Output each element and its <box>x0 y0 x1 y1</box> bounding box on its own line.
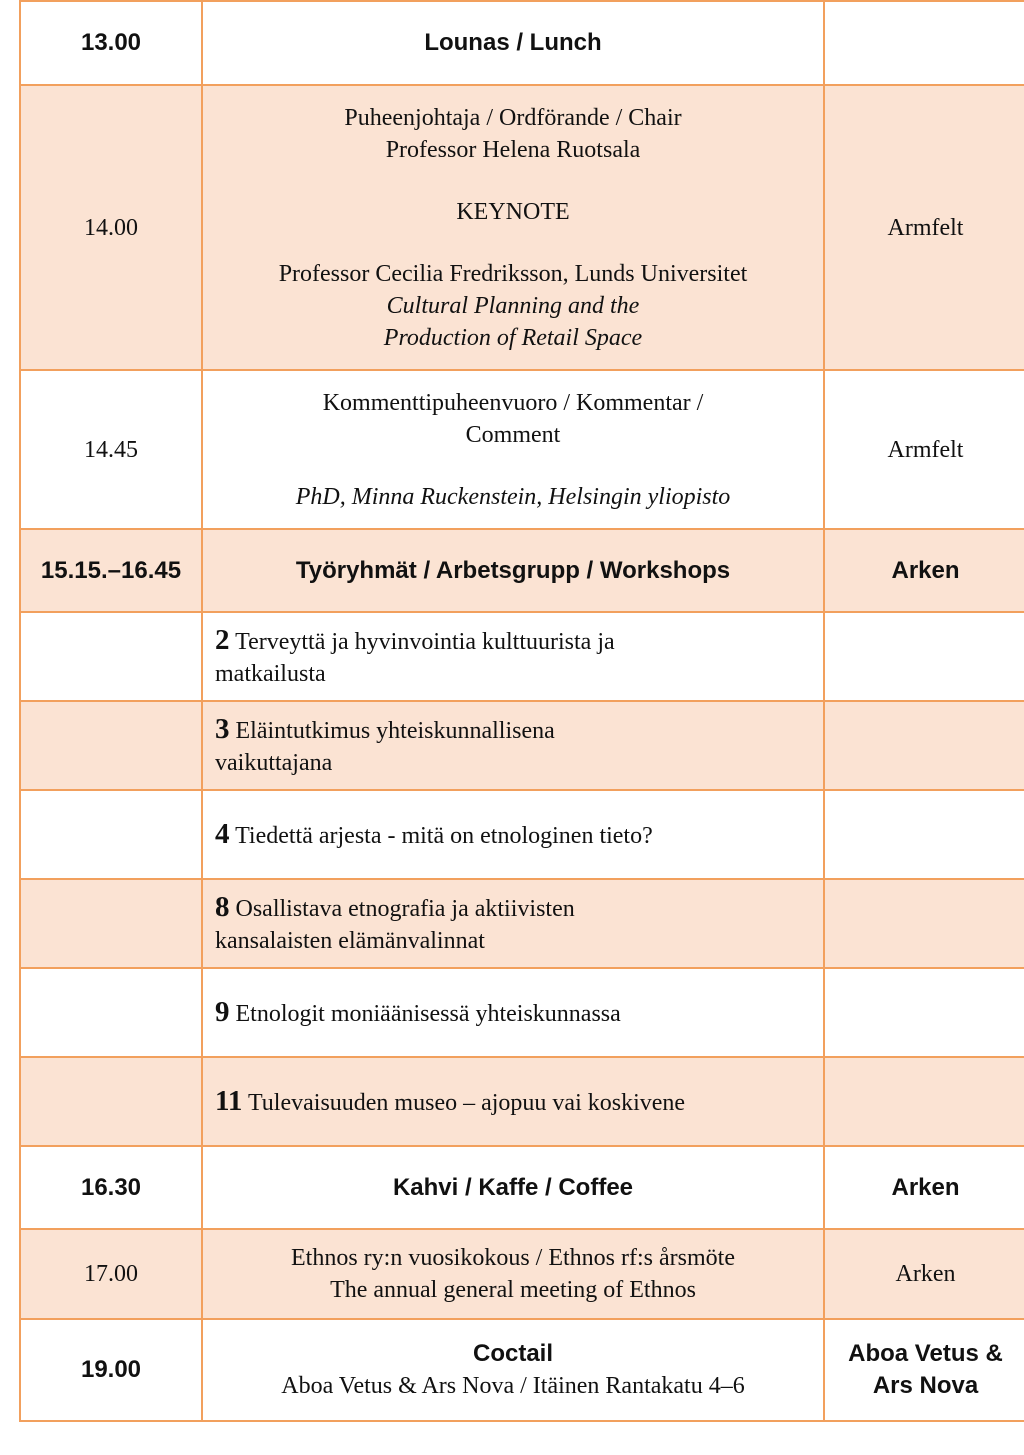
time-cell: 13.00 <box>20 1 202 85</box>
event-cell: Kahvi / Kaffe / Coffee <box>202 1146 824 1229</box>
location-line1: Aboa Vetus & <box>848 1340 1003 1367</box>
comment-label-line2: Comment <box>465 421 561 448</box>
time-cell <box>20 879 202 968</box>
workshop-title-line1: Terveyttä ja hyvinvointia kulttuurista ja <box>235 628 615 655</box>
workshop-number: 11 <box>215 1084 243 1117</box>
schedule-row-cocktail <box>20 1319 1024 1421</box>
location-cell <box>824 790 1024 879</box>
time-cell <box>20 968 202 1057</box>
workshop-title-line2: matkailusta <box>215 660 326 687</box>
meeting-title-line2: The annual general meeting of Ethnos <box>330 1277 696 1303</box>
workshop-row <box>20 612 1024 701</box>
workshop-number: 9 <box>215 995 230 1028</box>
event-cell <box>202 85 824 370</box>
workshop-cell <box>202 1057 824 1146</box>
location-cell <box>824 1 1024 85</box>
time-cell: 15.15.–16.45 <box>20 529 202 612</box>
cocktail-title: Coctail <box>472 1340 553 1367</box>
location-line2: Ars Nova <box>872 1372 979 1399</box>
event-cell <box>202 1319 824 1421</box>
location-cell <box>824 1057 1024 1146</box>
schedule-table <box>19 0 1024 1422</box>
keynote-title-line1: Cultural Planning and the <box>386 292 640 319</box>
comment-label-line1: Kommenttipuheenvuoro / Kommentar / <box>322 389 704 416</box>
workshop-cell <box>202 701 824 790</box>
workshop-cell <box>202 879 824 968</box>
workshop-number: 4 <box>215 817 230 850</box>
schedule-row-comment <box>20 370 1024 529</box>
workshop-row <box>20 1057 1024 1146</box>
workshop-title-line1: Tulevaisuuden museo – ajopuu vai koskivene <box>247 1089 686 1116</box>
workshop-title-line2: vaikuttajana <box>215 749 333 776</box>
location-cell <box>824 612 1024 701</box>
time-cell: 19.00 <box>20 1319 202 1421</box>
schedule-row-meeting <box>20 1229 1024 1319</box>
time-cell <box>20 1057 202 1146</box>
schedule-row-keynote <box>20 85 1024 370</box>
location-cell <box>824 1319 1024 1421</box>
workshop-title-line1: Eläintutkimus yhteiskunnallisena <box>235 717 555 744</box>
event-cell: Työryhmät / Arbetsgrupp / Workshops <box>202 529 824 612</box>
workshop-number: 3 <box>215 712 230 745</box>
keynote-title-line2: Production of Retail Space <box>383 324 643 351</box>
meeting-title-line1: Ethnos ry:n vuosikokous / Ethnos rf:s årsmöte <box>291 1245 735 1271</box>
workshop-row <box>20 790 1024 879</box>
location-cell: Armfelt <box>824 370 1024 529</box>
comment-speaker: PhD, Minna Ruckenstein, Helsingin yliopisto <box>295 483 731 510</box>
event-cell: Lounas / Lunch <box>202 1 824 85</box>
location-cell: Arken <box>824 1229 1024 1319</box>
schedule-row-lunch <box>20 1 1024 85</box>
keynote-speaker: Professor Cecilia Fredriksson, Lunds Universitet <box>278 260 748 287</box>
location-cell <box>824 701 1024 790</box>
workshop-row <box>20 879 1024 968</box>
keynote-label: KEYNOTE <box>456 198 570 225</box>
time-cell <box>20 612 202 701</box>
schedule-row-coffee <box>20 1146 1024 1229</box>
workshop-title-line1: Etnologit moniäänisessä yhteiskunnassa <box>235 1000 621 1027</box>
location-cell <box>824 879 1024 968</box>
time-cell <box>20 790 202 879</box>
workshop-number: 2 <box>215 623 230 656</box>
time-cell: 16.30 <box>20 1146 202 1229</box>
workshop-row <box>20 968 1024 1057</box>
location-cell: Armfelt <box>824 85 1024 370</box>
cocktail-venue: Aboa Vetus & Ars Nova / Itäinen Rantakatu 4–6 <box>281 1373 745 1399</box>
workshop-title-line2: kansalaisten elämänvalinnat <box>215 927 485 954</box>
workshop-cell <box>202 790 824 879</box>
time-cell: 17.00 <box>20 1229 202 1319</box>
chair-name: Professor Helena Ruotsala <box>385 136 641 163</box>
workshop-cell <box>202 968 824 1057</box>
chair-label: Puheenjohtaja / Ordförande / Chair <box>344 104 682 131</box>
event-cell <box>202 370 824 529</box>
workshop-title-line1: Osallistava etnografia ja aktiivisten <box>235 895 575 922</box>
location-cell <box>824 968 1024 1057</box>
time-cell <box>20 701 202 790</box>
location-cell: Arken <box>824 1146 1024 1229</box>
time-cell: 14.45 <box>20 370 202 529</box>
event-cell <box>202 1229 824 1319</box>
time-cell: 14.00 <box>20 85 202 370</box>
location-cell: Arken <box>824 529 1024 612</box>
workshop-title-line1: Tiedettä arjesta - mitä on etnologinen tieto? <box>235 822 653 849</box>
workshop-cell <box>202 612 824 701</box>
workshop-number: 8 <box>215 890 230 923</box>
schedule-row-workshops <box>20 529 1024 612</box>
workshop-row <box>20 701 1024 790</box>
